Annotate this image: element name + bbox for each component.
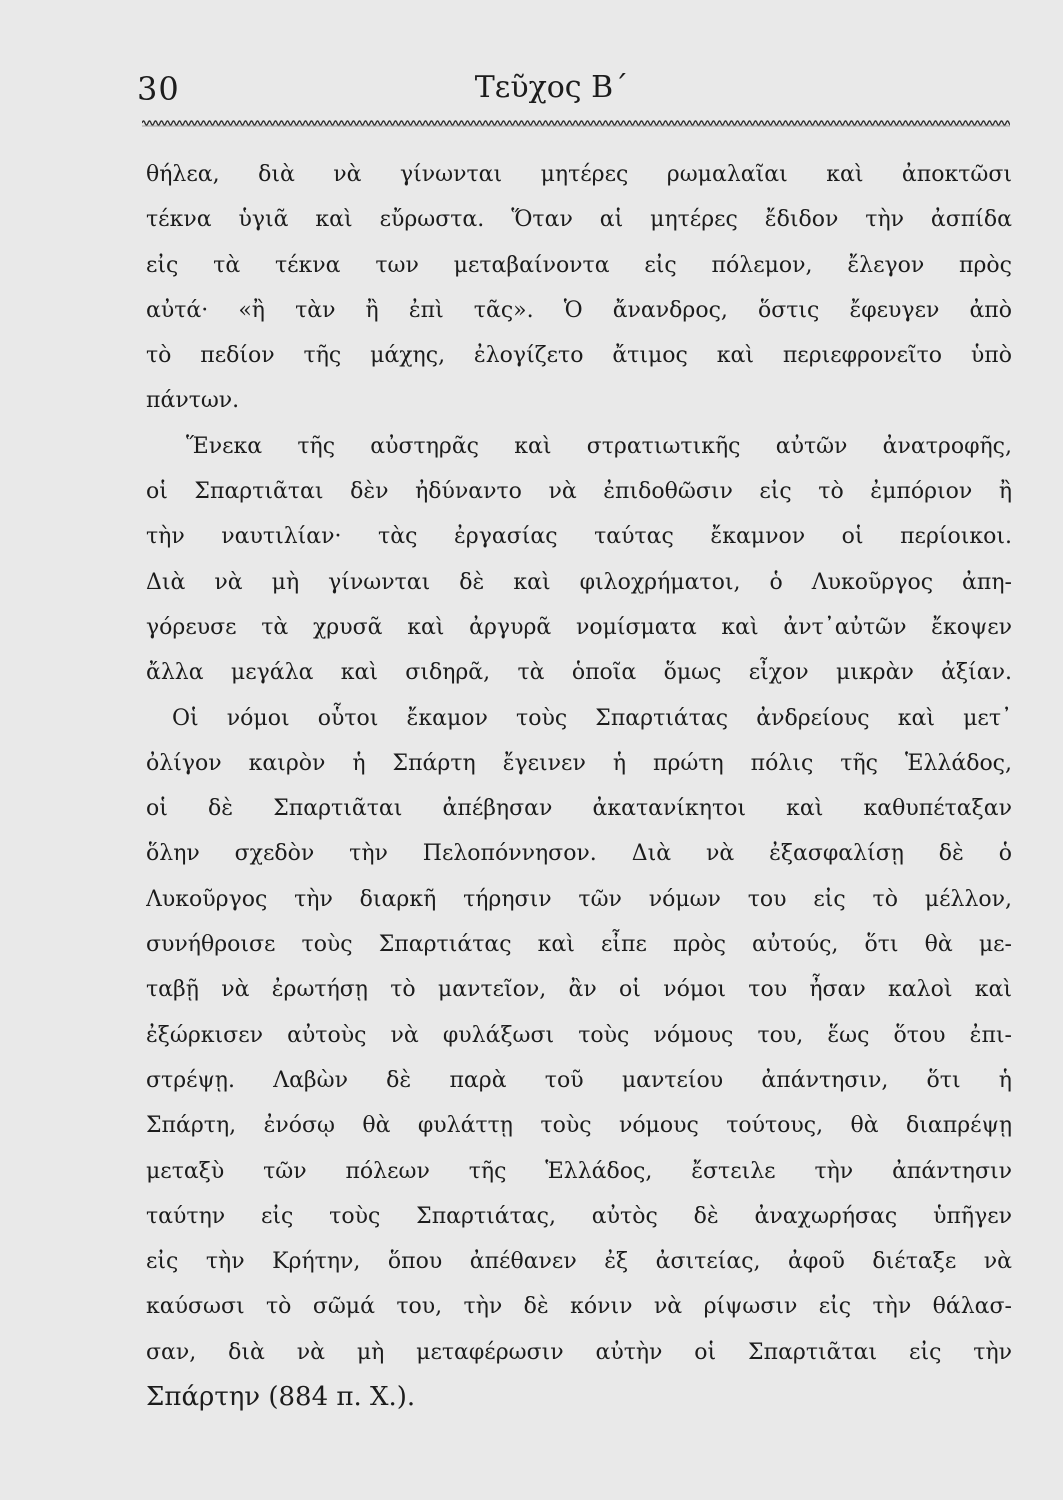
text-line: Διὰ νὰ μὴ γίνωνται δὲ καὶ φιλοχρήματοι, ὁ Λυκοῦργος ἀπη- — [146, 569, 1012, 595]
text-line: σαν, διὰ νὰ μὴ μεταφέρωσιν αὐτὴν οἱ Σπαρτιᾶται εἰς τὴν — [146, 1339, 1012, 1365]
text-line: Σπάρτη, ἐνόσῳ θὰ φυλάττῃ τοὺς νόμους τούτους, θὰ διαπρέψῃ — [146, 1113, 1012, 1139]
text-line: τὴν ναυτιλίαν· τὰς ἐργασίας ταύτας ἔκαμνον οἱ περίοικοι. — [146, 524, 1012, 550]
paragraph-1 — [146, 152, 1012, 424]
text-line: θήλεα, διὰ νὰ γίνωνται μητέρες ρωμαλαῖαι καὶ ἀποκτῶσι — [146, 162, 1012, 187]
text-line: συνήθροισε τοὺς Σπαρτιάτας καὶ εἶπε πρὸς αὐτούς, ὅτι θὰ με- — [146, 932, 1012, 958]
text-line: πάντων. — [146, 388, 240, 414]
text-line: ταβῇ νὰ ἐρωτήσῃ τὸ μαντεῖον, ἂν οἱ νόμοι του ἦσαν καλοὶ καὶ — [146, 977, 1012, 1003]
text-line: τέκνα ὑγιᾶ καὶ εὔρωστα. Ὅταν αἱ μητέρες ἔδιδον τὴν ἀσπίδα — [146, 207, 1012, 233]
text-line: ὀλίγον καιρὸν ἡ Σπάρτη ἔγεινεν ἡ πρώτη πόλις τῆς Ἑλλάδος, — [146, 750, 1012, 776]
text-line: μεταξὺ τῶν πόλεων τῆς Ἑλλάδος, ἔστειλε τὴν ἀπάντησιν — [146, 1158, 1012, 1184]
decorative-wavy-rule — [142, 118, 1010, 128]
text-line: ἄλλα μεγάλα καὶ σιδηρᾶ, τὰ ὁποῖα ὅμως εἶχον μικρὰν ἀξίαν. — [146, 660, 1012, 686]
paragraph-2 — [146, 424, 1012, 696]
text-line: γόρευσε τὰ χρυσᾶ καὶ ἀργυρᾶ νομίσματα καὶ ἀντ᾽αὐτῶν ἔκοψεν — [146, 614, 1012, 640]
text-line: ἐξώρκισεν αὐτοὺς νὰ φυλάξωσι τοὺς νόμους του, ἕως ὅτου ἐπι- — [146, 1022, 1012, 1048]
text-line: ταύτην εἰς τοὺς Σπαρτιάτας, αὐτὸς δὲ ἀναχωρήσας ὑπῆγεν — [146, 1203, 1012, 1229]
text-line: αὐτά· «ἢ τὰν ἢ ἐπὶ τᾶς». Ὁ ἄνανδρος, ὅστις ἔφευγεν ἀπὸ — [146, 297, 1012, 323]
body-text — [146, 152, 1012, 1420]
text-line: ὅλην σχεδὸν τὴν Πελοπόννησον. Διὰ νὰ ἐξασφαλίσῃ δὲ ὁ — [146, 841, 1012, 867]
page-number: 30 — [137, 70, 180, 108]
text-line: τὸ πεδίον τῆς μάχης, ἐλογίζετο ἄτιμος καὶ περιεφρονεῖτο ὑπὸ — [146, 343, 1012, 369]
text-line: Σπάρτην (884 π. Χ.). — [146, 1382, 416, 1413]
running-title: Τεῦχος Β΄ — [474, 70, 629, 105]
text-line: καύσωσι τὸ σῶμά του, τὴν δὲ κόνιν νὰ ρίψωσιν εἰς τὴν θάλασ- — [146, 1294, 1012, 1320]
paragraph-3 — [146, 696, 1012, 1421]
text-line: Λυκοῦργος τὴν διαρκῆ τήρησιν τῶν νόμων του εἰς τὸ μέλλον, — [146, 886, 1012, 912]
text-line: στρέψῃ. Λαβὼν δὲ παρὰ τοῦ μαντείου ἀπάντησιν, ὅτι ἡ — [146, 1067, 1012, 1093]
text-line: Ἕνεκα τῆς αὐστηρᾶς καὶ στρατιωτικῆς αὐτῶν ἀνατροφῆς, — [186, 433, 1012, 459]
text-line: εἰς τὰ τέκνα των μεταβαίνοντα εἰς πόλεμον, ἔλεγον πρὸς — [146, 252, 1012, 278]
text-line: Οἱ νόμοι οὗτοι ἔκαμον τοὺς Σπαρτιάτας ἀνδρείους καὶ μετ᾽ — [172, 705, 1012, 731]
text-line: εἰς τὴν Κρήτην, ὅπου ἀπέθανεν ἐξ ἀσιτείας, ἀφοῦ διέταξε νὰ — [146, 1249, 1012, 1275]
text-line: οἱ δὲ Σπαρτιᾶται ἀπέβησαν ἀκατανίκητοι καὶ καθυπέταξαν — [146, 796, 1012, 822]
text-line: οἱ Σπαρτιᾶται δὲν ἠδύναντο νὰ ἐπιδοθῶσιν εἰς τὸ ἐμπόριον ἢ — [146, 479, 1012, 505]
